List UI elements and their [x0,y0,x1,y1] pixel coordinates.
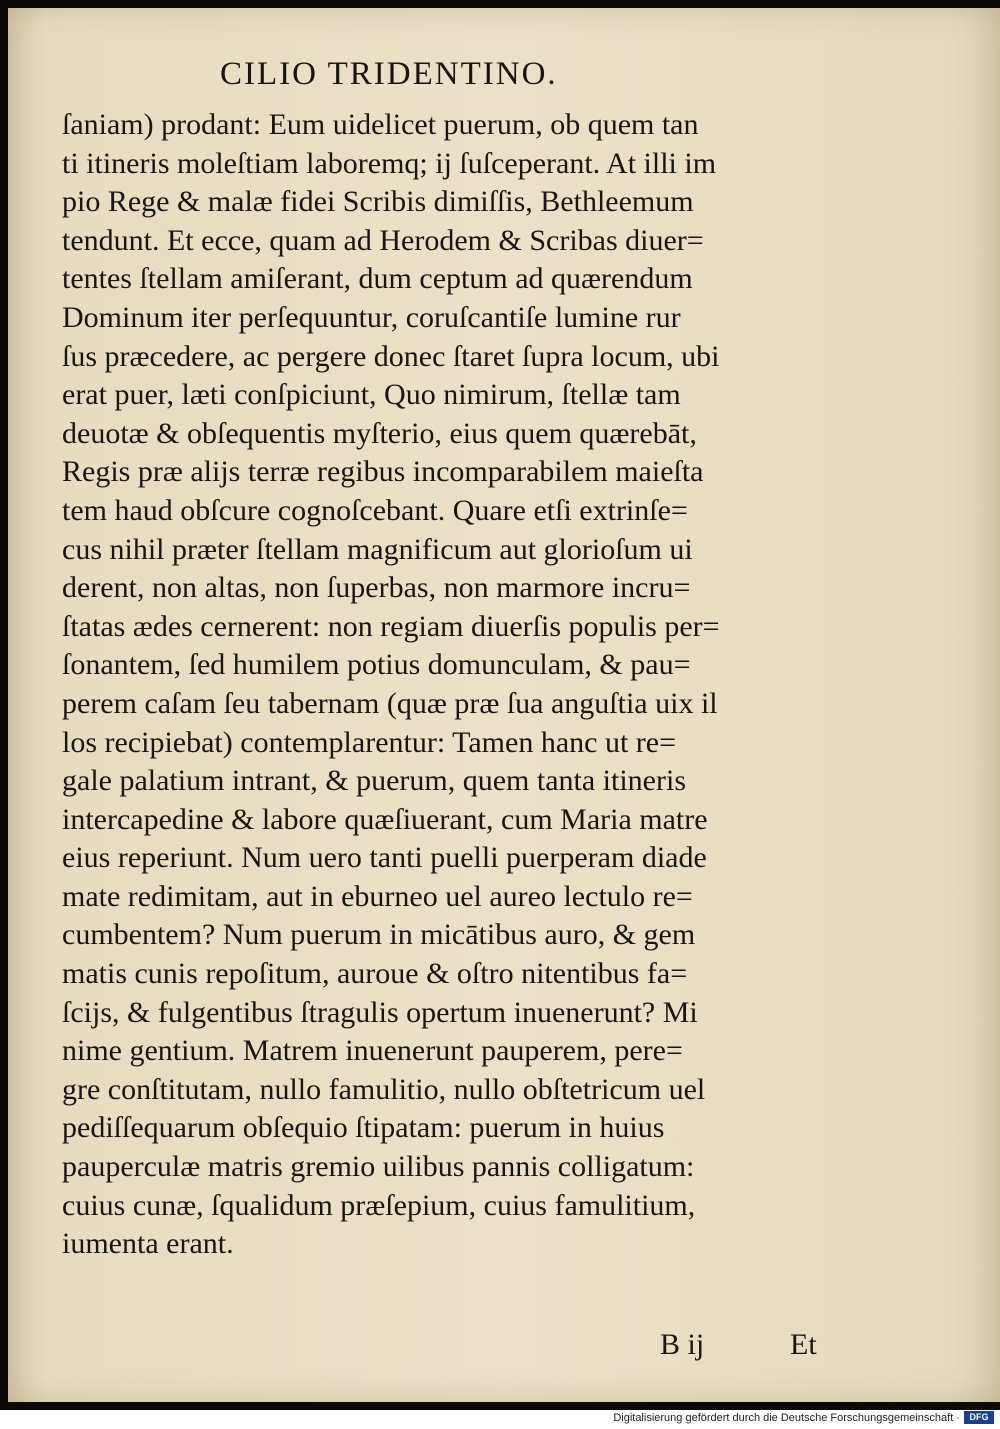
text-line: ſonantem, ſed humilem potius domunculam, & pau= [62,648,691,682]
text-line: matis cunis repoſitum, auroue & oſtro nitentibus fa= [62,957,688,991]
body-text [62,106,852,1264]
text-line: pauperculæ matris gremio uilibus pannis colligatum: [62,1150,695,1184]
text-line: perem caſam ſeu tabernam (quæ præ ſua anguſtia uix il [62,686,718,720]
text-line: los recipiebat) contemplarentur: Tamen hanc ut re= [62,725,677,759]
text-line: ſtatas ædes cernerent: non regiam diuerſis populis per= [62,609,720,643]
text-line: erat puer, læti conſpiciunt, Quo nimirum, ſtellæ tam [62,378,681,412]
text-line: Regis præ aliјs terræ regibus incomparabilem maieſta [62,455,704,489]
text-line: gale palatium intrant, & puerum, quem tanta itineris [62,764,686,798]
text-line: ſaniam) prodant: Eum uidelicet puerum, ob quem tan [62,108,699,141]
catchword: Et [790,1328,817,1361]
text-line: cus nihil præter ſtellam magnificum aut glorioſum ui [62,532,693,566]
text-line: ſcijs, & fulgentibus ſtragulis opertum inuenerunt? Mi [62,995,698,1029]
text-line: tem haud obſcure cognoſcebant. Quare etſi extrinſe= [62,493,688,527]
text-line: deuotæ & obſequentis myſterio, eius quem quærebāt, [62,416,697,450]
text-line: cuius cunæ, ſqualidum præſepium, cuius famulitium, [62,1188,696,1222]
signature-mark: B ij [660,1328,705,1361]
digitization-credit: Digitalisierung gefördert durch die Deutsche Forschungsgemeinschaft · [613,1412,960,1424]
dfg-logo: DFG [964,1411,994,1424]
text-line: cumbentem? Num puerum in micātibus auro, & gem [62,918,696,952]
text-line: gre conſtitutam, nullo famulitio, nullo obſtetricum uel [62,1072,706,1106]
text-line: ſus præcedere, ac pergere donec ſtaret ſupra locum, ubi [62,339,720,373]
text-line: Dominum iter perſequuntur, coruſcantiſe lumine rur [62,300,681,334]
text-line: pio Rege & malæ fidei Scribis dimiſſis, Bethleemum [62,185,694,219]
text-line: pediſſequarum obſequio ſtipatam: puerum in huius [62,1111,665,1145]
text-line: derent, non altas, non ſuperbas, non marmore incru= [62,571,691,605]
text-line: mate redimitam, aut in eburneo uel aureo lectulo re= [62,879,693,913]
text-line: nime gentium. Matrem inuenerunt pauperem, pere= [62,1034,683,1068]
text-line: tendunt. Et ecce, quam ad Herodem & Scribas diuer= [62,223,704,257]
text-line: intercapedine & labore quæſiuerant, cum Maria matre [62,802,708,836]
text-line: iumenta erant. [62,1227,234,1261]
text-line: ti itineris moleſtiam laboremq; ij ſuſceperant. At illi im [62,146,717,180]
text-line: tentes ſtellam amiſerant, dum ceptum ad quærendum [62,262,693,296]
text-line: eius reperiunt. Num uero tanti puelli puerperam diade [62,841,707,875]
running-header: CILIO TRIDENTINO. [220,56,558,92]
